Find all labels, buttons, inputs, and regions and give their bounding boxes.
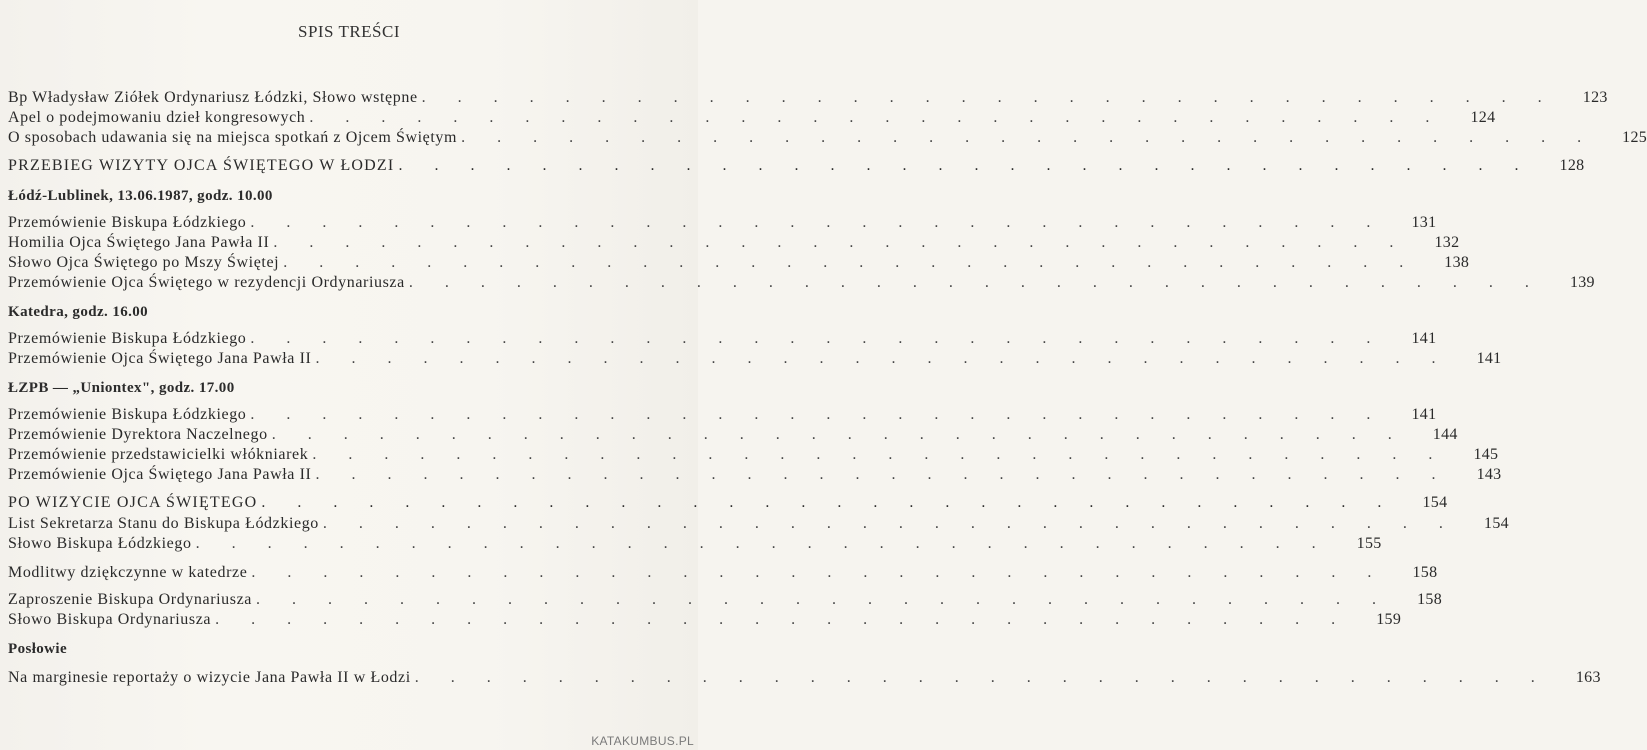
- toc-entry-label: Przemówienie Biskupa Łódzkiego: [8, 330, 247, 347]
- toc-entry-label: Przemówienie Ojca Świętego w rezydencji Ordynariusza: [8, 274, 405, 291]
- toc-entry-page: 158: [1417, 591, 1443, 608]
- dot-leader: . . . . . . . . . . . . . . . . . . . . . . . . . . . . . . . .: [215, 611, 1350, 628]
- dot-leader: . . . . . . . . . . . . . . . . . . . . . . . . . . . . . . . .: [309, 109, 1444, 126]
- table-of-contents: [8, 88, 1647, 688]
- toc-entry: [8, 405, 1437, 425]
- toc-entry-page: 163: [1575, 669, 1601, 686]
- dot-leader: . . . . . . . . . . . . . . . . . . . . . . . . . . . . . . . .: [256, 591, 1391, 608]
- toc-entry-label: Homilia Ojca Świętego Jana Pawła II: [8, 234, 270, 251]
- toc-entry-label: Apel o podejmowaniu dzieł kongresowych: [8, 109, 306, 126]
- toc-entry-page: 141: [1476, 350, 1502, 367]
- toc-entry-label: List Sekretarza Stanu do Biskupa Łódzkiego: [8, 515, 319, 532]
- toc-entry-page: 143: [1476, 466, 1502, 483]
- toc-entry: [8, 563, 1438, 583]
- toc-entry-page: 125: [1622, 129, 1647, 146]
- section-page: 154: [1422, 494, 1448, 511]
- dot-leader: . . . . . . . . . . . . . . . . . . . . . . . . . . . . . . . .: [414, 669, 1549, 686]
- toc-entry-page: 159: [1376, 611, 1402, 628]
- toc-entry-label: Słowo Biskupa Ordynariusza: [8, 611, 212, 628]
- dot-leader: . . . . . . . . . . . . . . . . . . . . . . . . . . . . . . . .: [250, 330, 1385, 347]
- toc-entry: [8, 273, 1595, 293]
- toc-entry-page: 145: [1473, 446, 1499, 463]
- dot-leader: . . . . . . . . . . . . . . . . . . . . . . . . . . . . . . . .: [251, 564, 1386, 581]
- dot-leader: . . . . . . . . . . . . . . . . . . . . . . . . . . . . . . . .: [322, 515, 1457, 532]
- toc-entry: [8, 445, 1499, 465]
- toc-entry-label: Słowo Ojca Świętego po Mszy Świętej: [8, 254, 280, 271]
- toc-entry-page: 154: [1484, 515, 1509, 532]
- toc-entry-label: Przemówienie Biskupa Łódzkiego: [8, 214, 247, 231]
- toc-entry-label: Przemówienie Ojca Świętego Jana Pawła II: [8, 466, 312, 483]
- dot-leader: . . . . . . . . . . . . . . . . . . . . . . . . . . . . . . . .: [261, 494, 1396, 511]
- toc-entry-label: Słowo Biskupa Łódzkiego: [8, 535, 192, 552]
- toc-entry: [8, 128, 1647, 148]
- toc-entry-label: Zaproszenie Biskupa Ordynariusza: [8, 591, 253, 608]
- page-title: SPIS TREŚCI: [297, 22, 401, 41]
- toc-entry-label: Przemówienie Dyrektora Naczelnego: [8, 426, 268, 443]
- section-label: PRZEBIEG WIZYTY OJCA ŚWIĘTEGO W ŁODZI: [8, 157, 395, 174]
- toc-group-heading: Katedra, godz. 16.00: [8, 304, 149, 320]
- toc-entry: [8, 88, 1608, 108]
- toc-entry-page: 131: [1411, 214, 1437, 231]
- toc-entry: [8, 233, 1460, 253]
- toc-entry: [8, 465, 1502, 485]
- toc-entry: [8, 534, 1382, 554]
- dot-leader: . . . . . . . . . . . . . . . . . . . . . . . . . . . . . . . .: [312, 446, 1447, 463]
- toc-entry: [8, 108, 1496, 128]
- toc-entry-label: Na marginesie reportaży o wizycie Jana Pawła II w Łodzi: [8, 669, 411, 686]
- dot-leader: . . . . . . . . . . . . . . . . . . . . . . . . . . . . . . . .: [461, 129, 1596, 146]
- toc-entry-page: 124: [1470, 109, 1496, 126]
- dot-leader: . . . . . . . . . . . . . . . . . . . . . . . . . . . . . . . .: [250, 214, 1385, 231]
- dot-leader: . . . . . . . . . . . . . . . . . . . . . . . . . . . . . . . .: [315, 466, 1450, 483]
- toc-entry-page: 132: [1434, 234, 1460, 251]
- toc-entry: [8, 610, 1402, 630]
- toc-entry: [8, 349, 1502, 369]
- toc-group-heading: Łódź-Lublinek, 13.06.1987, godz. 10.00: [8, 188, 273, 204]
- toc-entry: [8, 213, 1437, 233]
- toc-entry-label: Przemówienie przedstawicielki włókniarek: [8, 446, 309, 463]
- dot-leader: . . . . . . . . . . . . . . . . . . . . . . . . . . . . . . . .: [408, 274, 1543, 291]
- toc-entry-page: 141: [1411, 330, 1437, 347]
- toc-entry-label: Bp Władysław Ziółek Ordynariusz Łódzki, Słowo wstępne: [8, 89, 418, 106]
- toc-entry-page: 138: [1444, 254, 1470, 271]
- toc-entry-page: 141: [1411, 406, 1437, 423]
- toc-entry-label: O sposobach udawania się na miejsca spotkań z Ojcem Świętym: [8, 129, 458, 146]
- section-page: 128: [1559, 157, 1585, 174]
- toc-entry: [8, 425, 1458, 445]
- dot-leader: . . . . . . . . . . . . . . . . . . . . . . . . . . . . . . . .: [421, 89, 1556, 106]
- toc-entry-page: 155: [1356, 535, 1382, 552]
- toc-section-title: [8, 155, 1585, 177]
- toc-group-heading: Posłowie: [8, 641, 68, 657]
- toc-group-heading: ŁZPB — „Uniontex", godz. 17.00: [8, 380, 235, 396]
- dot-leader: . . . . . . . . . . . . . . . . . . . . . . . . . . . . . . . .: [273, 234, 1408, 251]
- dot-leader: . . . . . . . . . . . . . . . . . . . . . . . . . . . . . . . .: [283, 254, 1418, 271]
- toc-entry: [8, 514, 1509, 534]
- toc-entry: [8, 590, 1443, 610]
- toc-entry-page: 123: [1582, 89, 1608, 106]
- dot-leader: . . . . . . . . . . . . . . . . . . . . . . . . . . . . . . . .: [271, 426, 1406, 443]
- toc-entry: [8, 668, 1601, 688]
- dot-leader: . . . . . . . . . . . . . . . . . . . . . . . . . . . . . . . .: [315, 350, 1450, 367]
- toc-entry-label: Przemówienie Biskupa Łódzkiego: [8, 406, 247, 423]
- toc-section-title: [8, 492, 1448, 514]
- toc-entry-page: 144: [1432, 426, 1458, 443]
- toc-entry: [8, 253, 1470, 273]
- toc-entry-page: 158: [1412, 564, 1438, 581]
- toc-entry-label: Modlitwy dziękczynne w katedrze: [8, 564, 248, 581]
- dot-leader: . . . . . . . . . . . . . . . . . . . . . . . . . . . . . . . .: [195, 535, 1330, 552]
- toc-entry-label: Przemówienie Ojca Świętego Jana Pawła II: [8, 350, 312, 367]
- section-label: PO WIZYCIE OJCA ŚWIĘTEGO: [8, 494, 258, 511]
- dot-leader: . . . . . . . . . . . . . . . . . . . . . . . . . . . . . . . .: [398, 157, 1533, 174]
- toc-entry-page: 139: [1569, 274, 1595, 291]
- dot-leader: . . . . . . . . . . . . . . . . . . . . . . . . . . . . . . . .: [250, 406, 1385, 423]
- toc-entry: [8, 329, 1437, 349]
- watermark: KATAKUMBUS.PL: [591, 734, 694, 748]
